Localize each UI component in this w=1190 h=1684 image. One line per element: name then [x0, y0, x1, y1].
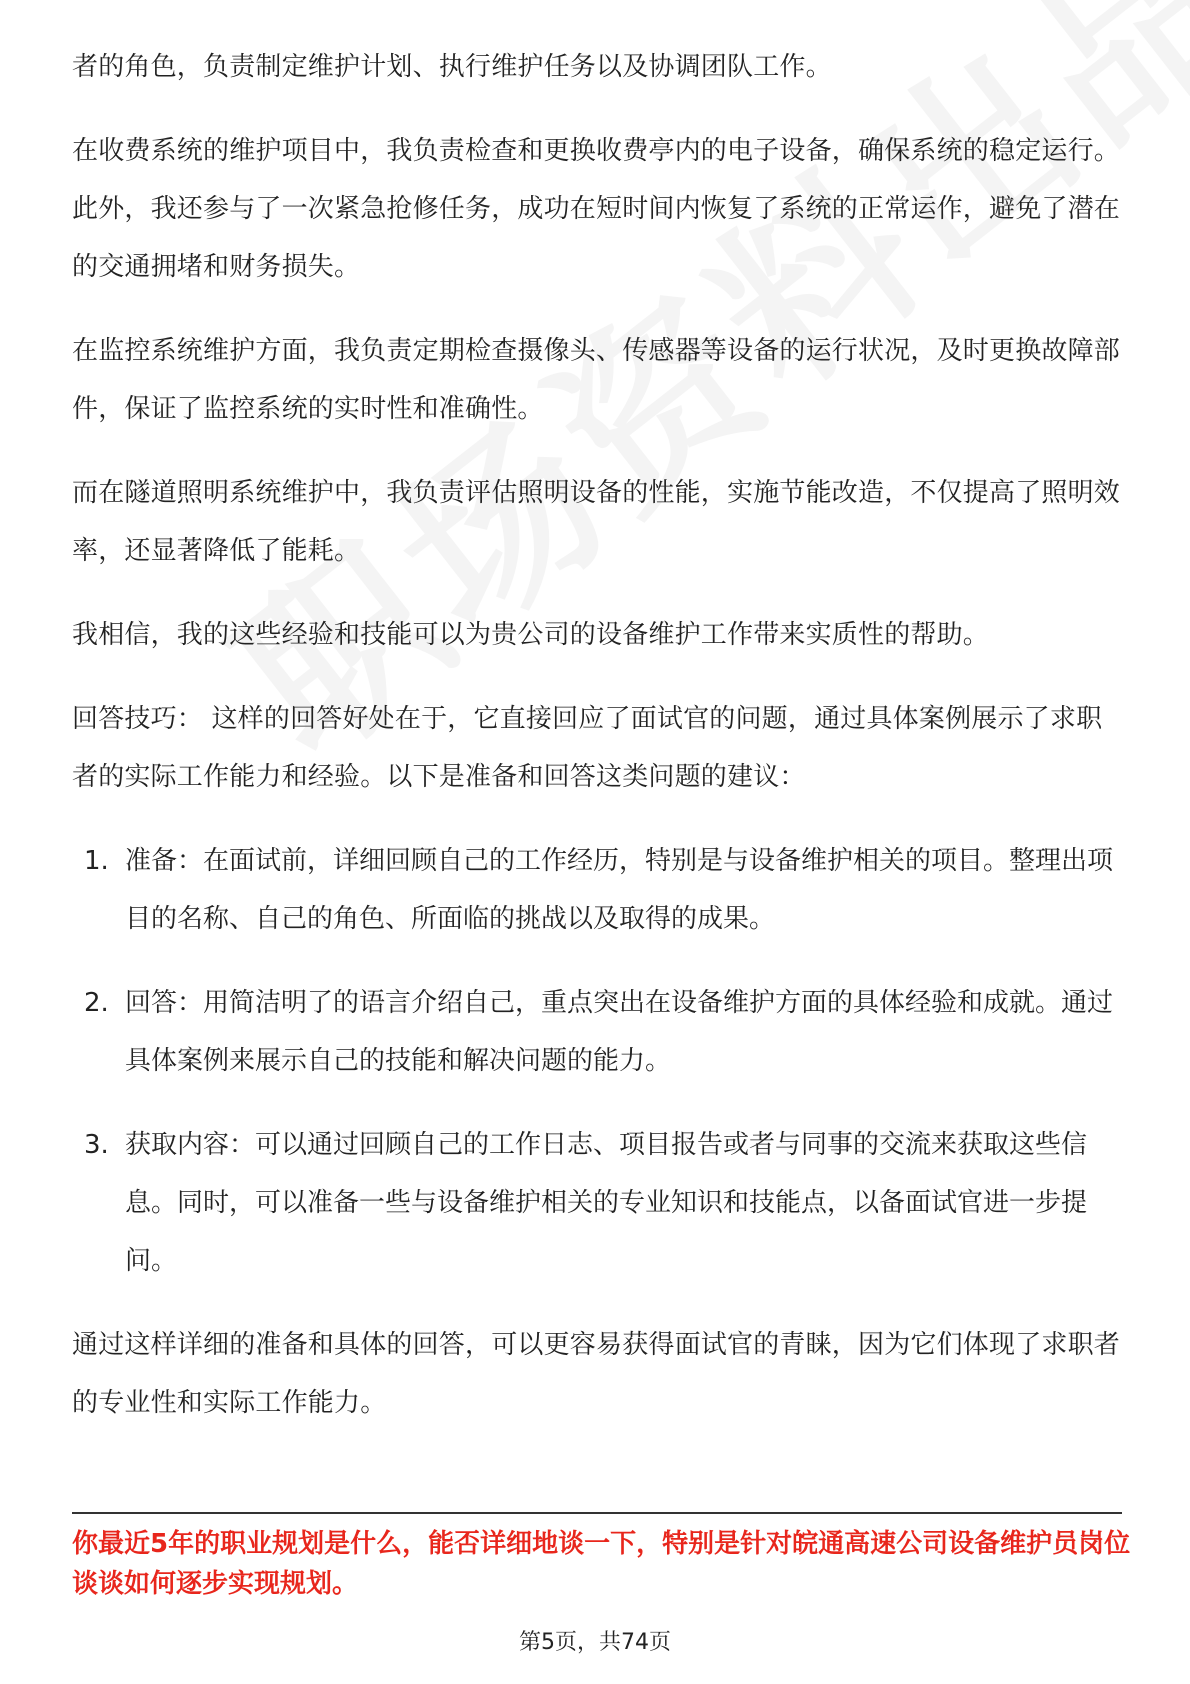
page-body [72, 38, 1122, 1458]
paragraph-monitoring-system: 在监控系统维护方面，我负责定期检查摄像头、传感器等设备的运行状况，及时更换故障部件，保证了监控系统的实时性和准确性。 [72, 336, 1121, 424]
list-item-text: 回答：用简洁明了的语言介绍自己，重点突出在设备维护方面的具体经验和成就。通过具体案例来展示自己的技能和解决问题的能力。 [125, 988, 1114, 1076]
list-number: 3. [84, 1130, 109, 1160]
advice-list [72, 832, 1122, 1290]
list-item [72, 1116, 1122, 1290]
list-number: 1. [84, 846, 109, 876]
paragraph-closing: 通过这样详细的准备和具体的回答，可以更容易获得面试官的青睐，因为它们体现了求职者的专业性和实际工作能力。 [72, 1330, 1121, 1418]
paragraph-toll-system: 在收费系统的维护项目中，我负责检查和更换收费亭内的电子设备，确保系统的稳定运行。此外，我还参与了一次紧急抢修任务，成功在短时间内恢复了系统的正常运作，避免了潜在的交通拥堵和财务损失。 [72, 136, 1121, 282]
paragraph-answer-tips: 回答技巧： 这样的回答好处在于，它直接回应了面试官的问题，通过具体案例展示了求职者的实际工作能力和经验。以下是准备和回答这类问题的建议： [72, 704, 1103, 792]
paragraph-tunnel-lighting: 而在隧道照明系统维护中，我负责评估照明设备的性能，实施节能改造，不仅提高了照明效率，还显著降低了能耗。 [72, 478, 1121, 566]
paragraph-belief: 我相信，我的这些经验和技能可以为贵公司的设备维护工作带来实质性的帮助。 [72, 620, 990, 650]
paragraph-role-continuation: 者的角色，负责制定维护计划、执行维护任务以及协调团队工作。 [72, 52, 832, 82]
list-item-text: 获取内容：可以通过回顾自己的工作日志、项目报告或者与同事的交流来获取这些信息。同时，可以准备一些与设备维护相关的专业知识和技能点，以备面试官进一步提问。 [125, 1130, 1088, 1276]
page-number-footer: 第5页，共74页 [519, 1630, 671, 1655]
list-item [72, 974, 1122, 1090]
section-divider [72, 1512, 1122, 1514]
next-question-heading: 你最近5年的职业规划是什么，能否详细地谈一下，特别是针对皖通高速公司设备维护员岗位谈谈如何逐步实现规划。 [72, 1529, 1131, 1599]
list-number: 2. [84, 988, 109, 1018]
list-item-text: 准备：在面试前，详细回顾自己的工作经历，特别是与设备维护相关的项目。整理出项目的名称、自己的角色、所面临的挑战以及取得的成果。 [125, 846, 1114, 934]
list-item [72, 832, 1122, 948]
